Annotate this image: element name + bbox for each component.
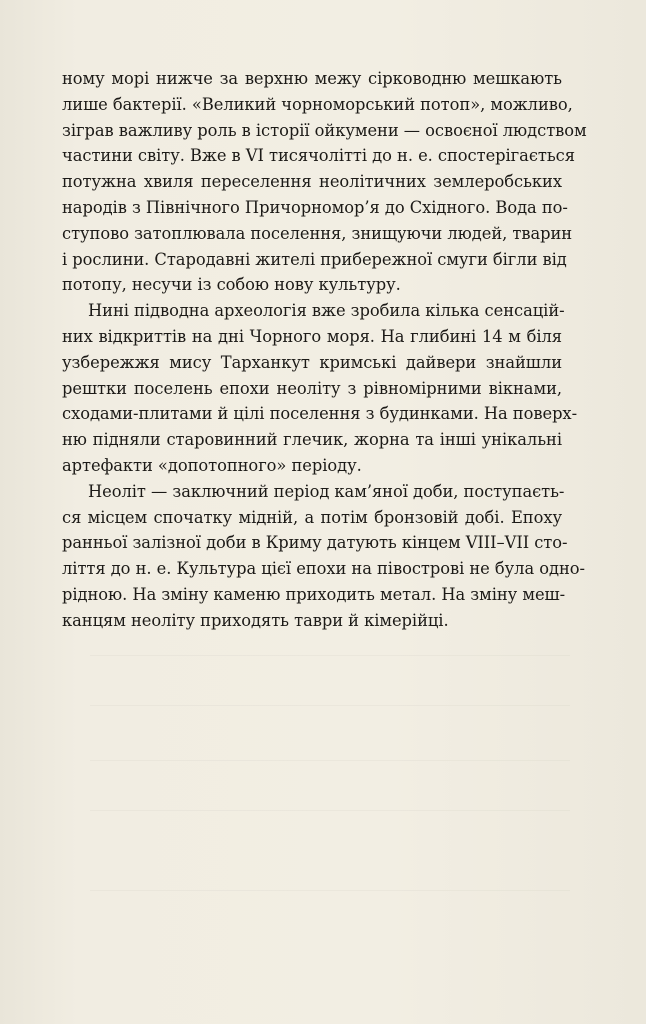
text-line: народів з Північного Причорномор’я до Східного. Вода по-	[62, 197, 568, 217]
text-line: ранньої залізної доби в Криму датують кінцем VIII–VII сто-	[62, 533, 568, 553]
text-line: Нині підводна археологія вже зробила кілька сенсацій-	[88, 301, 565, 321]
text-line: і рослини. Стародавні жителі прибережної смуги бігли від	[62, 249, 567, 269]
text-line: ню підняли старовинний глечик, жорна та інші унікальні	[62, 430, 562, 450]
text-line: ному морі нижче за верхню межу сірководню мешкають	[62, 69, 562, 88]
text-line: артефакти «допотопного» періоду.	[62, 455, 362, 475]
text-line: ліття до н. е. Культура цієї епохи на півострові не була одно-	[62, 559, 585, 579]
text-line: узбережжя мису Тарханкут кримські дайвери знайшли	[62, 352, 562, 372]
text-line: канцям неоліту приходять таври й кімерійці.	[62, 610, 449, 630]
show-through-line	[90, 810, 570, 811]
paragraph-2	[62, 298, 578, 479]
text-line: рідною. На зміну каменю приходить метал. На зміну меш-	[62, 584, 566, 604]
text-line: сходами-плитами й цілі поселення з будинками. На поверх-	[62, 404, 578, 424]
text-line: ступово затоплювала поселення, знищуючи людей, тварин	[62, 223, 573, 243]
paragraph-1	[62, 66, 587, 298]
text-line: Неоліт — заключний період кам’яної доби, поступаєть-	[88, 481, 565, 501]
text-line: потопу, несучи із собою нову культуру.	[62, 275, 401, 295]
text-line: них відкриттів на дні Чорного моря. На глибині 14 м біля	[62, 326, 562, 346]
show-through-line	[90, 655, 570, 656]
text-line: ся місцем спочатку мідній, а потім бронзовій добі. Епоху	[62, 507, 562, 527]
text-line: зіграв важливу роль в історії ойкумени — освоєної людством	[62, 120, 587, 140]
show-through-line	[90, 760, 570, 761]
paragraph-3	[62, 479, 585, 634]
show-through-line	[90, 705, 570, 706]
text-line: потужна хвиля переселення неолітичних землеробських	[62, 172, 562, 192]
text-line: рештки поселень епохи неоліту з рівномірними вікнами,	[62, 378, 562, 398]
body-text	[62, 66, 587, 634]
text-line: частини світу. Вже в VI тисячолітті до н. е. спостерігається	[62, 146, 575, 166]
text-line: лише бактерії. «Великий чорноморський потоп», можливо,	[62, 94, 573, 114]
show-through-line	[90, 890, 570, 891]
